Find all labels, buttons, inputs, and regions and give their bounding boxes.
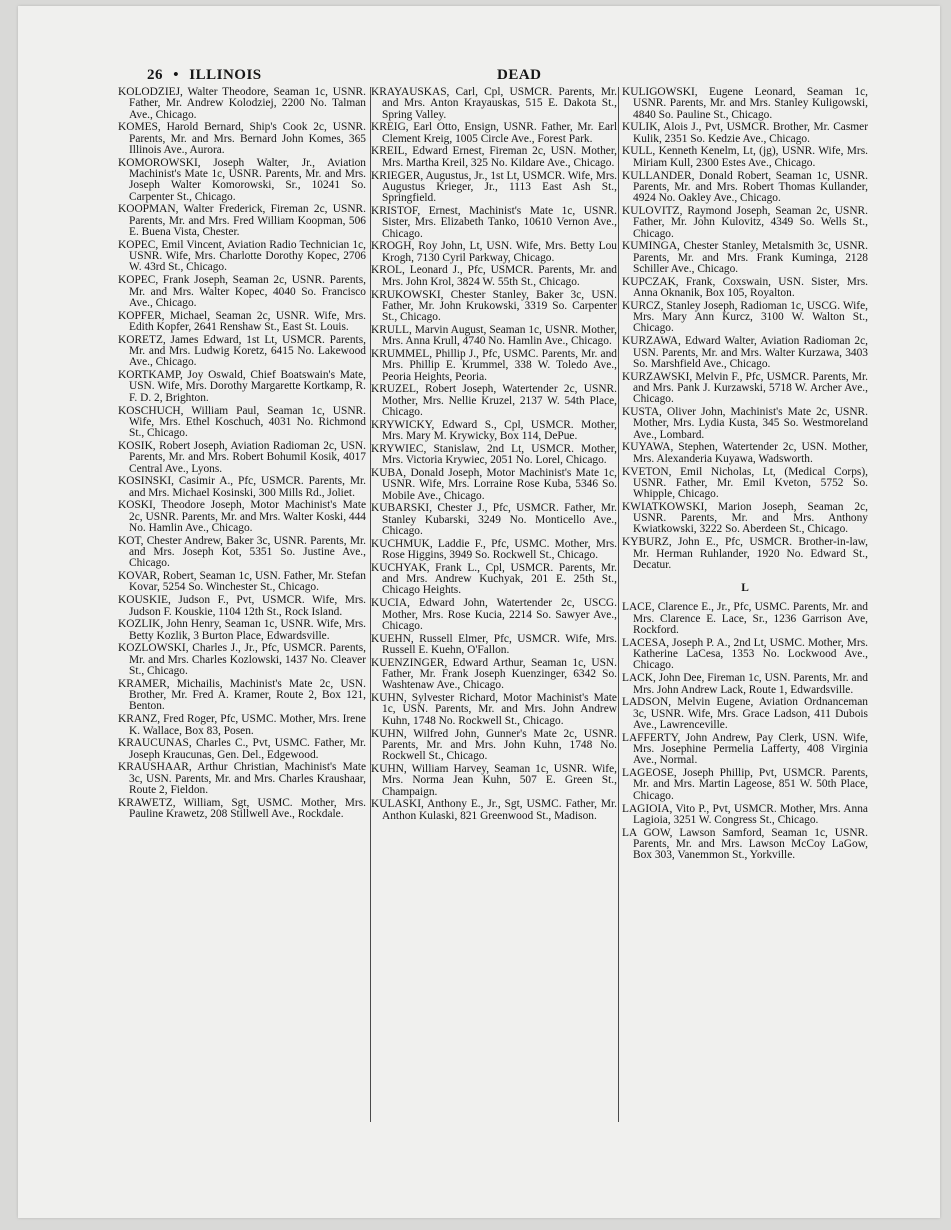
death-record-entry: KUSTA, Oliver John, Machinist's Mate 2c, USNR. Mother, Mrs. Lydia Kusta, 345 So. Westmoreland Ave., Lombard.	[622, 406, 868, 441]
death-record-entry: KOSIK, Robert Joseph, Aviation Radioman 2c, USN. Parents, Mr. and Mrs. Robert Bohumil Kosik, 4017 Central Ave., Lyons.	[118, 439, 366, 475]
death-record-entry: KREIG, Earl Otto, Ensign, USNR. Father, Mr. Earl Clement Kreig, 1005 Circle Ave., Forest Park.	[371, 121, 617, 145]
death-record-entry: KVETON, Emil Nicholas, Lt, (Medical Corps), USNR. Father, Mr. Emil Kveton, 5752 So. Whipple, Chicago.	[622, 465, 868, 501]
death-record-entry: KRISTOF, Ernest, Machinist's Mate 1c, USNR. Sister, Mrs. Elizabeth Tanko, 10610 Vernon Ave., Chicago.	[371, 204, 617, 240]
death-record-entry: KRAWETZ, William, Sgt, USMC. Mother, Mrs. Pauline Krawetz, 208 Stillwell Ave., Rockdale.	[118, 796, 366, 821]
column-2	[371, 87, 617, 1127]
column-3	[622, 87, 868, 1107]
death-record-entry: KRUMMEL, Phillip J., Pfc, USMC. Parents, Mr. and Mrs. Phillip E. Krummel, 338 W. Toledo Ave., Peoria Heights, Peoria.	[371, 348, 617, 383]
death-record-entry: KURZAWSKI, Melvin F., Pfc, USMCR. Parents, Mr. and Mrs. Pank J. Kurzawski, 5718 W. Archer Ave., Chicago.	[622, 370, 868, 406]
header-left	[147, 67, 262, 84]
death-record-entry: KWIATKOWSKI, Marion Joseph, Seaman 2c, USNR. Parents, Mr. and Mrs. Anthony Kwiatkowski, 3222 So. Aberdeen St., Chicago.	[622, 500, 868, 536]
header-bullet: •	[173, 67, 180, 83]
death-record-entry: KULLANDER, Donald Robert, Seaman 1c, USNR. Parents, Mr. and Mrs. Robert Thomas Kullander, 4924 No. Oakley Ave., Chicago.	[622, 169, 868, 205]
death-record-entry: KRAYAUSKAS, Carl, Cpl, USMCR. Parents, Mr. and Mrs. Anton Krayauskas, 515 E. Dakota St., Spring Valley.	[371, 87, 617, 121]
death-record-entry: KULIK, Alois J., Pvt, USMCR. Brother, Mr. Casmer Kulik, 2351 So. Kedzie Ave., Chicago.	[622, 121, 868, 145]
death-record-entry: KORTKAMP, Joy Oswald, Chief Boatswain's Mate, USN. Wife, Mrs. Dorothy Margarette Kortkamp, R. F. D. 2, Brighton.	[118, 369, 366, 404]
death-record-entry: KUCHYAK, Frank L., Cpl, USMCR. Parents, Mr. and Mrs. Andrew Kuchyak, 201 E. 25th St., Chicago Heights.	[371, 561, 617, 597]
death-record-entry: KRUZEL, Robert Joseph, Watertender 2c, USNR. Mother, Mrs. Nellie Kruzel, 2137 W. 54th Place, Chicago.	[371, 383, 617, 419]
death-record-entry: KOVAR, Robert, Seaman 1c, USN. Father, Mr. Stefan Kovar, 5254 So. Winchester St., Chicago.	[118, 570, 366, 594]
death-record-entry: KOPEC, Emil Vincent, Aviation Radio Technician 1c, USNR. Wife, Mrs. Charlotte Dorothy Kopec, 2706 W. 43rd St., Chicago.	[118, 238, 366, 274]
death-record-entry: KRUKOWSKI, Chester Stanley, Baker 3c, USN. Father, Mr. John Krukowski, 3319 So. Carpenter St., Chicago.	[371, 288, 617, 324]
page-number: 26	[147, 67, 163, 83]
death-record-entry: LAGIOIA, Vito P., Pvt, USMCR. Mother, Mrs. Anna Lagioia, 3251 W. Congress St., Chicago.	[622, 802, 868, 826]
death-record-entry: KUHN, Wilfred John, Gunner's Mate 2c, USNR. Parents, Mr. and Mrs. John Kuhn, 1748 No. Rockwell St., Chicago.	[371, 727, 617, 763]
death-record-entry: KYBURZ, John E., Pfc, USMCR. Brother-in-law, Mr. Herman Ruhlander, 1920 No. Edward St., Decatur.	[622, 536, 868, 571]
death-record-entry: KOMES, Harold Bernard, Ship's Cook 2c, USNR. Parents, Mr. and Mrs. Bernard John Komes, 365 Illinois Ave., Aurora.	[118, 121, 366, 156]
death-record-entry: KUENZINGER, Edward Arthur, Seaman 1c, USN. Father, Mr. Frank Joseph Kuenzinger, 6342 So. Washtenaw Ave., Chicago.	[371, 656, 617, 692]
death-record-entry: KUPCZAK, Frank, Coxswain, USN. Sister, Mrs. Anna Oknanik, Box 105, Royalton.	[622, 275, 868, 300]
death-record-entry: KOOPMAN, Walter Frederick, Fireman 2c, USNR. Parents, Mr. and Mrs. Fred William Koopman, 506 E. Buena Vista, Chester.	[118, 203, 366, 239]
page-header	[147, 67, 887, 87]
death-record-entry: KRYWICKY, Edward S., Cpl, USMCR. Mother, Mrs. Mary M. Krywicky, Box 114, DePue.	[371, 418, 617, 443]
death-record-entry: LAFFERTY, John Andrew, Pay Clerk, USN. Wife, Mrs. Josephine Permelia Lafferty, 408 Virginia Ave., Normal.	[622, 731, 868, 767]
death-record-entry: KULIGOWSKI, Eugene Leonard, Seaman 1c, USNR. Parents, Mr. and Mrs. Stanley Kuligowski, 4840 So. Pauline St., Chicago.	[622, 87, 868, 121]
death-record-entry: KROGH, Roy John, Lt, USN. Wife, Mrs. Betty Lou Krogh, 7130 Cyril Parkway, Chicago.	[371, 240, 617, 264]
death-record-entry: KRAMER, Michailis, Machinist's Mate 2c, USN. Brother, Mr. Fred A. Kramer, Route 2, Box 121, Benton.	[118, 677, 366, 713]
death-record-entry: KUYAWA, Stephen, Watertender 2c, USN. Mother, Mrs. Alexanderia Kuyawa, Wadsworth.	[622, 441, 868, 465]
section-letter: L	[741, 582, 749, 595]
death-record-entry: KOUSKIE, Judson F., Pvt, USMCR. Wife, Mrs. Judson F. Kouskie, 1104 12th St., Rock Island.	[118, 594, 366, 618]
death-record-entry: KULOVITZ, Raymond Joseph, Seaman 2c, USNR. Father, Mr. John Kulovitz, 4349 So. Wells St., Chicago.	[622, 204, 868, 240]
death-record-entry: KRAUCUNAS, Charles C., Pvt, USMC. Father, Mr. Joseph Kraucunas, Gen. Del., Edgewood.	[118, 737, 366, 761]
death-record-entry: KOT, Chester Andrew, Baker 3c, USNR. Parents, Mr. and Mrs. Joseph Kot, 5351 So. Justine Ave., Chicago.	[118, 534, 366, 570]
death-record-entry: KOPEC, Frank Joseph, Seaman 2c, USNR. Parents, Mr. and Mrs. Walter Kopec, 4040 So. Francisco Ave., Chicago.	[118, 274, 366, 309]
death-record-entry: KUCIA, Edward John, Watertender 2c, USCG. Mother, Mrs. Rose Kucia, 2214 So. Sawyer Ave., Chicago.	[371, 597, 617, 632]
death-record-entry: KORETZ, James Edward, 1st Lt, USMCR. Parents, Mr. and Mrs. Ludwig Koretz, 6415 No. Lakewood Ave., Chicago.	[118, 333, 366, 369]
death-record-entry: KUHN, Sylvester Richard, Motor Machinist's Mate 1c, USN. Parents, Mr. and Mrs. John Andrew Kuhn, 1748 No. Rockwell St., Chicago.	[371, 692, 617, 727]
death-record-entry: KOZLIK, John Henry, Seaman 1c, USNR. Wife, Mrs. Betty Kozlik, 3 Burton Place, Edwardsville.	[118, 618, 366, 642]
column-1	[118, 87, 366, 1127]
death-record-entry: KOSKI, Theodore Joseph, Motor Machinist's Mate 2c, USNR. Parents, Mr. and Mrs. Walter Koski, 444 No. Hamlin Ave., Chicago.	[118, 499, 366, 534]
death-record-entry: KOLODZIEJ, Walter Theodore, Seaman 1c, USNR. Father, Mr. Andrew Kolodziej, 2200 No. Talman Ave., Chicago.	[118, 87, 366, 121]
death-record-entry: LA GOW, Lawson Samford, Seaman 1c, USNR. Parents, Mr. and Mrs. Lawson McCoy LaGow, Box 303, Vanemmon St., Yorkville.	[622, 826, 868, 862]
death-record-entry: KREIL, Edward Ernest, Fireman 2c, USN. Mother, Mrs. Martha Kreil, 325 No. Kildare Ave., Chicago.	[371, 145, 617, 169]
death-record-entry: KULL, Kenneth Kenelm, Lt, (jg), USNR. Wife, Mrs. Miriam Kull, 2300 Estes Ave., Chicago.	[622, 145, 868, 169]
death-record-entry: LADSON, Melvin Eugene, Aviation Ordnanceman 3c, USNR. Wife, Mrs. Grace Ladson, 411 Dubois Ave., Lawrenceville.	[622, 696, 868, 731]
death-record-entry: KUBARSKI, Chester J., Pfc, USMCR. Father, Mr. Stanley Kubarski, 3249 No. Monticello Ave., Chicago.	[371, 502, 617, 537]
death-record-entry: KRULL, Marvin August, Seaman 1c, USNR. Mother, Mrs. Anna Krull, 4740 No. Hamlin Ave., Chicago.	[371, 323, 617, 348]
death-record-entry: KOSINSKI, Casimir A., Pfc, USMCR. Parents, Mr. and Mrs. Michael Kosinski, 300 Mills Rd., Joliet.	[118, 475, 366, 499]
death-record-entry: KROL, Leonard J., Pfc, USMCR. Parents, Mr. and Mrs. John Krol, 3824 W. 55th St., Chicago.	[371, 264, 617, 288]
death-record-entry: LACESA, Joseph P. A., 2nd Lt, USMC. Mother, Mrs. Katherine LaCesa, 1353 No. Lockwood Ave., Chicago.	[622, 636, 868, 672]
death-record-entry: KURZAWA, Edward Walter, Aviation Radioman 2c, USN. Parents, Mr. and Mrs. Walter Kurzawa, 3403 So. Marshfield Ave., Chicago.	[622, 335, 868, 370]
death-record-entry: KRYWIEC, Stanislaw, 2nd Lt, USMCR. Mother, Mrs. Victoria Krywiec, 2051 No. Lorel, Chicago.	[371, 442, 617, 467]
death-record-entry: KRIEGER, Augustus, Jr., 1st Lt, USMCR. Wife, Mrs. Augustus Krieger, Jr., 1113 East Ash St., Springfield.	[371, 169, 617, 205]
death-record-entry: KOMOROWSKI, Joseph Walter, Jr., Aviation Machinist's Mate 1c, USNR. Parents, Mr. and Mrs. Joseph Walter Komorowski, Sr., 10241 So. Carpenter St., Chicago.	[118, 156, 366, 203]
death-record-entry: KUBA, Donald Joseph, Motor Machinist's Mate 1c, USNR. Wife, Mrs. Lorraine Rose Kuba, 5346 So. Mobile Ave., Chicago.	[371, 467, 617, 502]
death-record-entry: KRAUSHAAR, Arthur Christian, Machinist's Mate 3c, USN. Parents, Mr. and Mrs. Charles Kraushaar, Route 2, Fieldon.	[118, 761, 366, 797]
death-record-entry: KURCZ, Stanley Joseph, Radioman 1c, USCG. Wife, Mrs. Mary Ann Kurcz, 3100 W. Walton St., Chicago.	[622, 299, 868, 335]
death-record-entry: KOPFER, Michael, Seaman 2c, USNR. Wife, Mrs. Edith Kopfer, 2641 Renshaw St., East St. Louis.	[118, 309, 366, 333]
death-record-entry: KUEHN, Russell Elmer, Pfc, USMCR. Wife, Mrs. Russell E. Kuehn, O'Fallon.	[371, 632, 617, 656]
death-record-entry: LACK, John Dee, Fireman 1c, USN. Parents, Mr. and Mrs. John Andrew Lack, Route 1, Edwardsville.	[622, 672, 868, 696]
death-record-entry: LACE, Clarence E., Jr., Pfc, USMC. Parents, Mr. and Mrs. Clarence E. Lace, Sr., 1236 Garrison Ave, Rockford.	[622, 601, 868, 637]
death-record-entry: KUHN, William Harvey, Seaman 1c, USNR. Wife, Mrs. Norma Jean Kuhn, 507 E. Green St., Champaign.	[371, 762, 617, 798]
death-record-entry: KULASKI, Anthony E., Jr., Sgt, USMC. Father, Mr. Anthon Kulaski, 821 Greenwood St., Madison.	[371, 798, 617, 822]
death-record-entry: KOSCHUCH, William Paul, Seaman 1c, USNR. Wife, Mrs. Ethel Koschuch, 4031 No. Richmond St., Chicago.	[118, 404, 366, 440]
death-record-entry: KRANZ, Fred Roger, Pfc, USMC. Mother, Mrs. Irene K. Wallace, Box 83, Posen.	[118, 713, 366, 737]
death-record-entry: KUMINGA, Chester Stanley, Metalsmith 3c, USNR. Parents, Mr. and Mrs. Frank Kuminga, 2128 Schiller Ave., Chicago.	[622, 240, 868, 275]
column-divider	[618, 87, 619, 1122]
death-record-entry: KOZLOWSKI, Charles J., Jr., Pfc, USMCR. Parents, Mr. and Mrs. Charles Kozlowski, 1437 No. Cleaver St., Chicago.	[118, 642, 366, 678]
section-title: DEAD	[497, 67, 542, 83]
state-name: ILLINOIS	[189, 67, 262, 83]
death-record-entry: KUCHMUK, Laddie F., Pfc, USMC. Mother, Mrs. Rose Higgins, 3949 So. Rockwell St., Chicago.	[371, 537, 617, 562]
death-record-entry: LAGEOSE, Joseph Phillip, Pvt, USMCR. Parents, Mr. and Mrs. Martin Lageose, 851 W. 50th Place, Chicago.	[622, 767, 868, 802]
